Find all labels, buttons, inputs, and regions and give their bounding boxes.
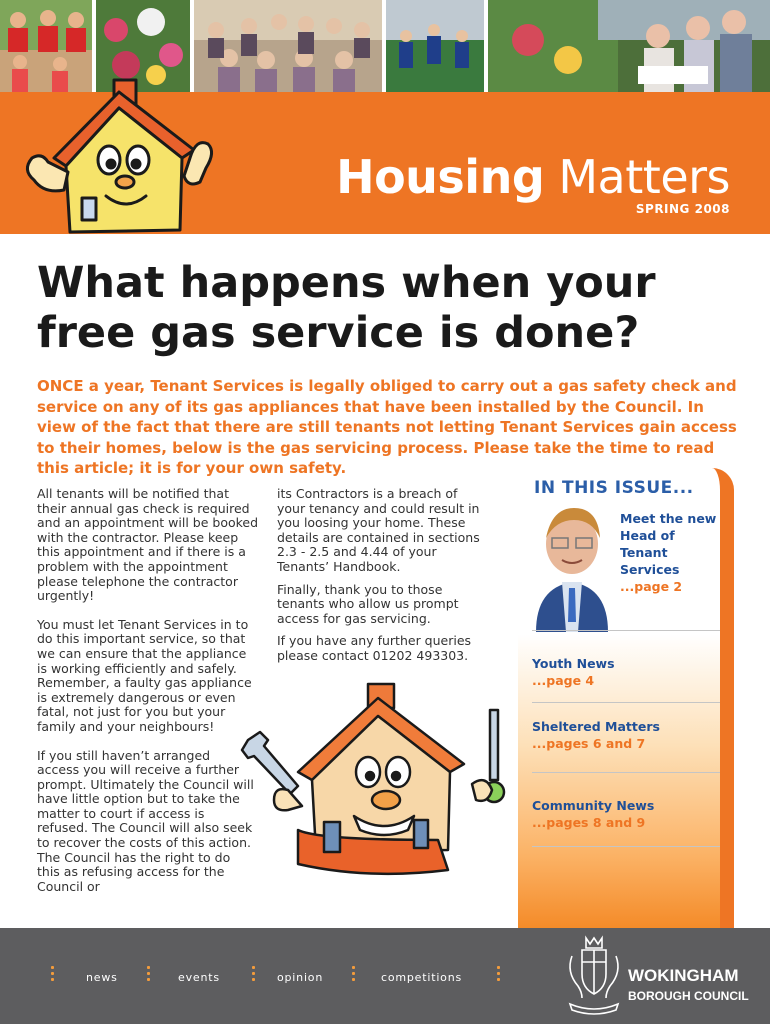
sidebar-divider (532, 702, 720, 703)
col2-paragraph-1: its Contractors is a breach of your tenancy and could result in you loosing your home. These details are contained in sections 2.3 - 2.5 and 4.44 of your Tenants’ Handbook. (277, 486, 480, 574)
nav-separator (352, 966, 356, 988)
footer-nav-news[interactable]: news (86, 971, 118, 984)
sidebar-item-page: ...pages 8 and 9 (532, 815, 646, 830)
house-mascot-tools-illustration (228, 680, 518, 880)
article-column-1 (37, 487, 259, 908)
photo-elderly-garden (488, 0, 770, 92)
sidebar-feature-head-of-services[interactable] (620, 510, 730, 595)
feature-line-2: Head of (620, 528, 675, 543)
sidebar-item-page: ...pages 6 and 7 (532, 736, 646, 751)
sidebar-item-label: Sheltered Matters (532, 719, 660, 734)
head-of-tenant-services-portrait (532, 502, 612, 632)
nav-separator (51, 966, 55, 988)
col2-paragraph-2: Finally, thank you to those tenants who allow us prompt access for gas servicing. (277, 581, 459, 626)
sidebar-divider (532, 630, 720, 631)
footer-nav-competitions[interactable]: competitions (381, 971, 463, 984)
footer-nav-opinion[interactable]: opinion (277, 971, 324, 984)
col2-paragraph-3: If you have any further queries please contact 01202 493303. (277, 633, 472, 663)
issue-date: SPRING 2008 (635, 202, 730, 216)
feature-line-4: Services (620, 562, 680, 577)
title-light-word: Matters (544, 150, 730, 204)
feature-page-ref: ...page 2 (620, 579, 683, 594)
sidebar-divider (532, 772, 720, 773)
nav-separator (252, 966, 256, 988)
footer-nav-events[interactable]: events (178, 971, 220, 984)
title-bold-word: Housing (336, 150, 545, 204)
col1-paragraph-2: You must let Tenant Services in to do this important service, so that we can ensure that the appliance is working efficiently and safely. Remember, a faulty gas appliance is extremely dangerous or even fatal, not just for you but your family and your neighbours! (37, 616, 252, 734)
article-headline (37, 258, 737, 358)
newsletter-title (336, 150, 730, 204)
article-intro: ONCE a year, Tenant Services is legally obliged to carry out a gas safety check and service on any of its gas appliances that have been installed by the Council. In view of the fact that there are still tenants not letting Tenant Services gain access to their homes, below is the gas servicing process. Please take the time to read this article; it is for your own safety. (37, 377, 737, 477)
sidebar-item-community-news[interactable] (532, 797, 654, 831)
in-this-issue-title: IN THIS ISSUE... (534, 478, 694, 498)
feature-line-3: Tenant (620, 545, 668, 560)
headline-line-1: What happens when your (37, 258, 656, 308)
sidebar-divider (532, 846, 720, 847)
photo-youth-football (386, 0, 484, 92)
house-mascot-thumbs-up-illustration (14, 78, 224, 238)
article-column-2 (277, 487, 489, 678)
council-name-line-2: BOROUGH COUNCIL (628, 989, 749, 1003)
feature-line-1: Meet the new (620, 511, 717, 526)
sidebar-item-label: Community News (532, 798, 655, 813)
headline-line-2: free gas service is done? (37, 308, 640, 358)
council-name-line-1: WOKINGHAM (628, 966, 739, 985)
nav-separator (147, 966, 151, 988)
nav-separator (497, 966, 501, 988)
sidebar-item-sheltered-matters[interactable] (532, 718, 660, 752)
col1-paragraph-1: All tenants will be notified that their annual gas check is required and an appointment will be booked with the contractor. Please keep this appointment and if there is a problem with the appointment please telephone the contractor urgently! (37, 486, 259, 604)
sidebar-item-page: ...page 4 (532, 673, 595, 688)
col1-paragraph-3: If you still haven’t arranged access you will receive a further prompt. Ultimately the Council will have little option but to take the matter to court if access is refused. The Council will also seek to recover the costs of this action. The Council has the right to do this as refusing access for the Council or (37, 747, 254, 894)
sidebar-item-youth-news[interactable] (532, 655, 615, 689)
sidebar-item-label: Youth News (532, 656, 615, 671)
council-crest-icon (564, 932, 624, 1018)
